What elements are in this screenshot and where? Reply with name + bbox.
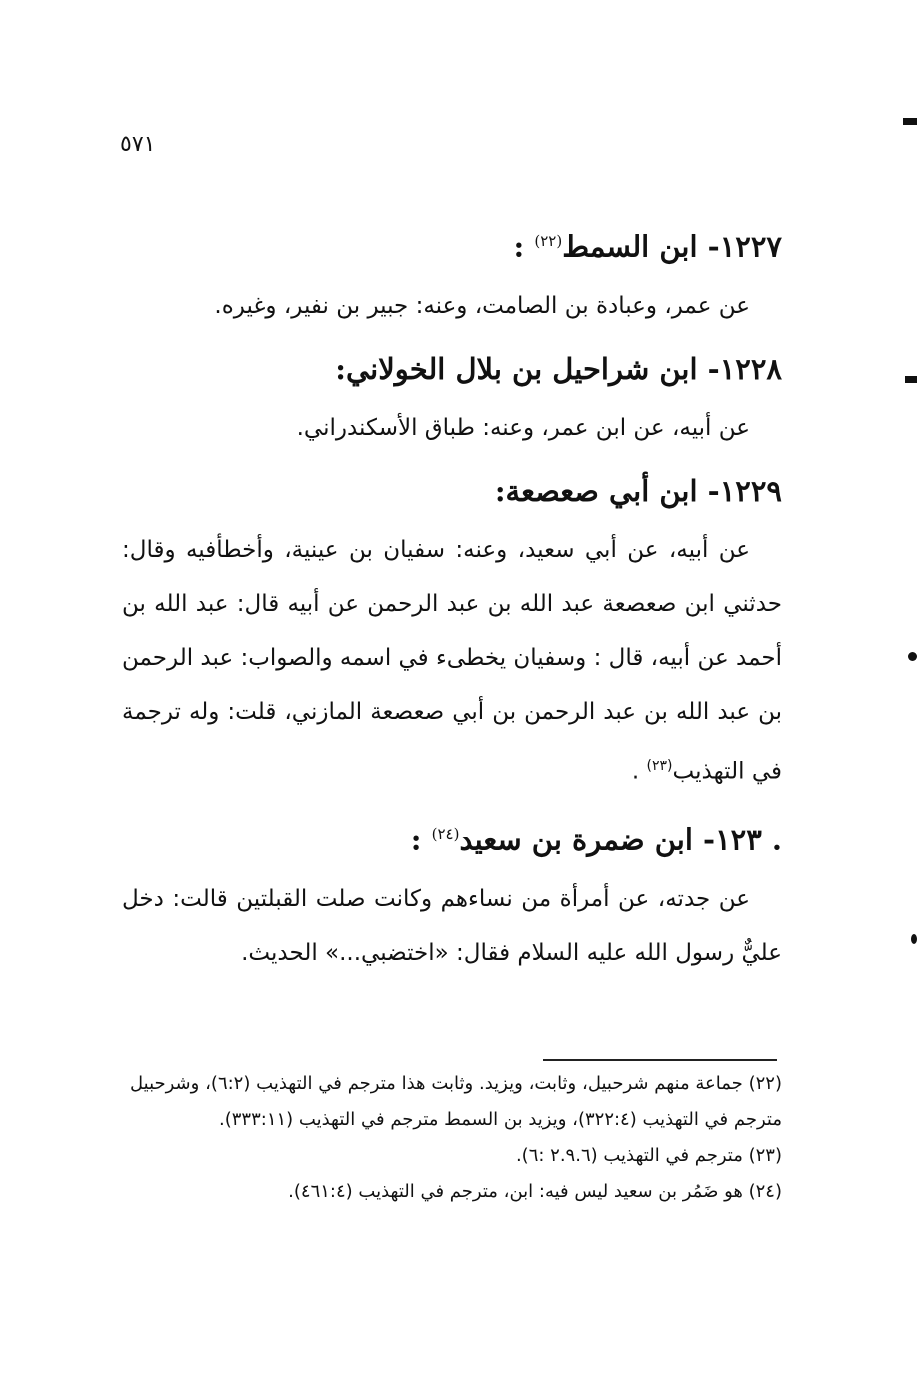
entry-1230-body: عن جدته، عن أمرأة من نساءهم وكانت صلت القبلتين قالت: دخل عليٌّ رسول الله عليه السلام فقال: «اختضبي...» الحديث. (122, 885, 782, 966)
entry-1229-text: عن أبيه، عن أبي سعيد، وعنه: سفيان بن عينية، وأخطأفيه وقال: حدثني ابن صعصعة عبد الله بن عبد الرحمن عن أبيه قال: عبد الله بن أحمد عن أبيه، قال : وسفيان يخطىء في اسمه والصواب: عبد الرحمن بن عبد الله بن عبد الرحمن بن أبي صعصعة المازني، قلت: وله ترجمة في التهذيب (122, 536, 782, 785)
footnote-23: (٢٣) مترجم في التهذيب (٢.٩.٦ :٦). (515, 1145, 782, 1166)
entry-1228-body: عن أبيه، عن ابن عمر، وعنه: طباق الأسكندراني. (296, 414, 750, 441)
scan-edge-mark (908, 652, 917, 661)
entry-1227-heading (122, 219, 782, 269)
entry-1227-colon: : (513, 229, 535, 264)
page-number: ٥٧١ (120, 132, 156, 157)
entry-1227-body: عن عمر، وعبادة بن الصامت، وعنه: جبير بن نفير، وغيره. (214, 292, 750, 319)
entry-1230-colon: : (410, 822, 432, 857)
entry-1229-end: . (631, 758, 647, 785)
footnote-ref-22: (٢٢) (534, 232, 563, 250)
footnotes (130, 1066, 782, 1210)
main-text (122, 205, 782, 982)
entry-1230-heading (122, 812, 782, 862)
entry-1227-title: ١٢٢٧- ابن السمط (562, 229, 782, 264)
footnote-ref-24: (٢٤) (431, 825, 460, 844)
footnote-24: (٢٤) هو ضَمُر بن سعيد ليس فيه: ابن، مترجم في التهذيب (٤٦١:٤). (288, 1181, 782, 1202)
entry-1229-heading: ١٢٢٩- ابن أبي صعصعة: (494, 473, 782, 508)
scan-edge-mark (905, 376, 917, 383)
entry-1228-heading: ١٢٢٨- ابن شراحيل بن بلال الخولاني: (335, 351, 782, 386)
footnote-divider (543, 1059, 777, 1061)
scan-edge-mark (911, 934, 917, 944)
entry-1229-body (122, 523, 782, 799)
entry-1230-title: . ١٢٣- ابن ضمرة بن سعيد (459, 822, 782, 857)
footnote-ref-23: (٢٣) (646, 757, 673, 774)
footnote-22: (٢٢) جماعة منهم شرحبيل، وثابت، ويزيد. وثابت هذا مترجم في التهذيب (٦:٢)، وشرحبيل مترجم في التهذيب (٣٢٢:٤)، ويزيد بن السمط مترجم في التهذيب (٣٣٣:١١). (130, 1073, 782, 1130)
scan-edge-mark (903, 118, 917, 125)
